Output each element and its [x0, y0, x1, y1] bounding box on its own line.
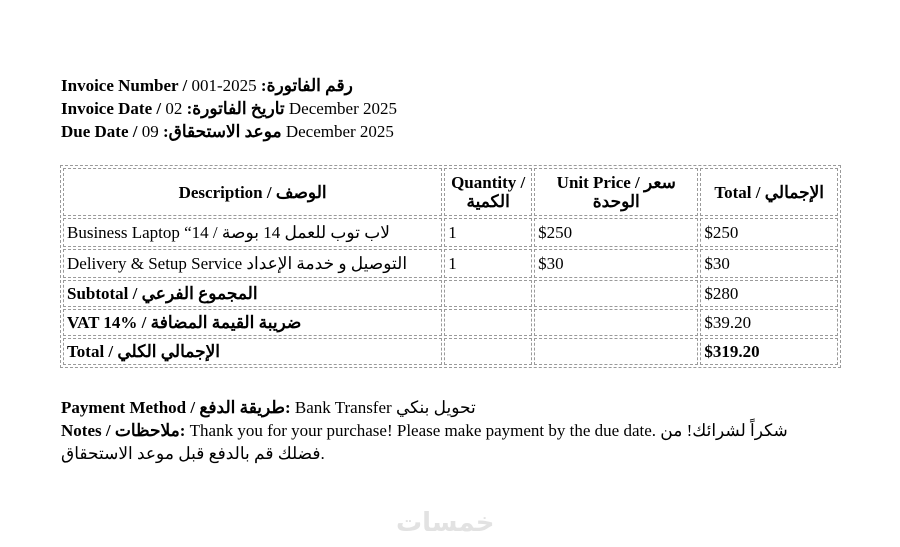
total-value: $319.20 [700, 338, 838, 365]
empty-cell [534, 338, 698, 365]
total-row [63, 338, 838, 365]
watermark-logo: خمسات [396, 508, 495, 538]
invoice-footer [61, 396, 821, 465]
payment-line [61, 396, 821, 419]
invoice-number-line [61, 74, 841, 97]
header-quantity: Quantity / الكمية [444, 168, 532, 216]
payment-label: Payment Method / طريقة الدفع: [61, 398, 291, 417]
empty-cell [444, 309, 532, 336]
subtotal-row [63, 280, 838, 307]
invoice-date-line [61, 97, 841, 120]
row-description: Delivery & Setup Service التوصيل و خدمة الإعداد [63, 249, 442, 278]
notes-label: Notes / ملاحظات: [61, 421, 186, 440]
invoice-meta [61, 74, 841, 143]
row-unit-price: $30 [534, 249, 698, 278]
vat-label: VAT 14% / ضريبة القيمة المضافة [63, 309, 442, 336]
row-quantity: 1 [444, 249, 532, 278]
due-date-value: 09 December 2025 [141, 122, 394, 141]
notes-line [61, 419, 821, 465]
row-unit-price: $250 [534, 218, 698, 247]
row-total: $30 [700, 249, 838, 278]
vat-row [63, 309, 838, 336]
table-row [63, 249, 838, 278]
total-label: Total / الإجمالي الكلي [63, 338, 442, 365]
invoice-date-label: Invoice Date / تاريخ الفاتورة: [61, 99, 285, 118]
notes-value: Thank you for your purchase! Please make payment by the due date. شكراً لشرائك! من فضلك قم بالدفع قبل موعد الاستحقاق. [61, 421, 788, 463]
header-total: Total / الإجمالي [700, 168, 838, 216]
payment-value: Bank Transfer تحويل بنكي [290, 398, 476, 417]
invoice-table [60, 165, 841, 368]
vat-value: $39.20 [700, 309, 838, 336]
subtotal-value: $280 [700, 280, 838, 307]
empty-cell [444, 338, 532, 365]
row-description: Business Laptop “14 / لاب توب للعمل 14 بوصة [63, 218, 442, 247]
invoice-number-value: 2025-001 [191, 76, 261, 95]
header-unit-price: Unit Price / سعر الوحدة [534, 168, 698, 216]
empty-cell [534, 280, 698, 307]
due-date-label: Due Date / موعد الاستحقاق: [61, 122, 282, 141]
subtotal-label: Subtotal / المجموع الفرعي [63, 280, 442, 307]
table-header-row [63, 168, 838, 216]
row-total: $250 [700, 218, 838, 247]
due-date-line [61, 120, 841, 143]
invoice-number-label: Invoice Number / رقم الفاتورة: [61, 76, 353, 95]
header-description: Description / الوصف [63, 168, 442, 216]
empty-cell [534, 309, 698, 336]
empty-cell [444, 280, 532, 307]
table-row [63, 218, 838, 247]
row-quantity: 1 [444, 218, 532, 247]
invoice-date-value: 02 December 2025 [165, 99, 397, 118]
